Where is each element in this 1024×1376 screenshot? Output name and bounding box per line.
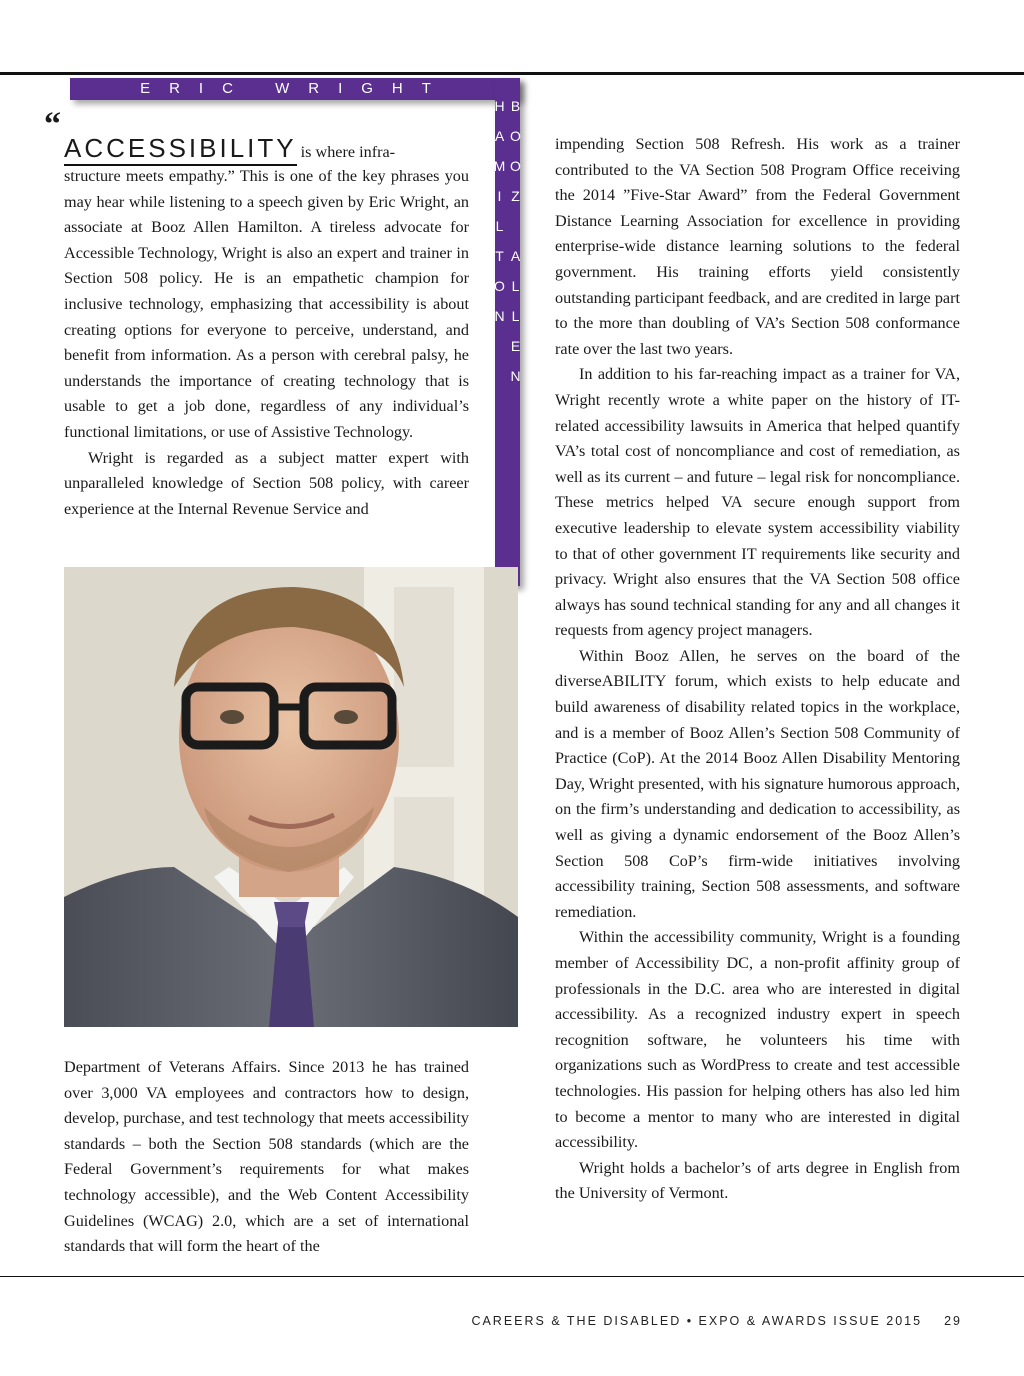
article-column-left-top <box>64 132 469 522</box>
paragraph-education: Wright holds a bachelor’s of arts degree in English from the University of Vermont. <box>555 1158 960 1203</box>
paragraph-expertise: Wright is regarded as a subject matter expert with unparalleled knowledge of Section 508 policy, with career experience at the Internal Revenue Service and <box>64 448 469 518</box>
article-column-right <box>555 132 960 1207</box>
open-quote: “ <box>44 106 61 143</box>
name-banner: ERIC WRIGHT <box>70 78 520 100</box>
top-rule <box>0 72 1024 75</box>
page-number: 29 <box>944 1314 962 1328</box>
lead-line <box>64 132 469 164</box>
portrait-photo <box>64 567 518 1027</box>
portrait-illustration <box>64 567 518 1027</box>
lead-word: ACCESSIBILITY <box>64 133 297 166</box>
publication-title: CAREERS & THE DISABLED • EXPO & AWARDS ISSUE 2015 <box>471 1314 923 1328</box>
page-footer <box>0 1314 962 1328</box>
paragraph-section-508-refresh: impending Section 508 Refresh. His work as a trainer contributed to the VA Section 508 Program Office receiving the 2014 ”Five-Star Award” from the Federal Government Distance Learning Association for excellence in providing enterprise-wide distance learning solutions to the federal government. His training efforts yield consistently outstanding participant feedback, and are credited in large part to the more than doubling of VA’s Section 508 conformance rate over the last two years. <box>555 135 960 358</box>
paragraph-booz-allen: Within Booz Allen, he serves on the board of the diverseABILITY forum, which exists to help educate and build awareness of disability related topics in the workplace, and is a member of Booz Allen’s Section 508 Community of Practice (CoP). At the 2014 Booz Allen Disability Mentoring Day, Wright presented, with his signature humorous approach, on the firm’s understanding and dedication to accessibility, as well as giving a dynamic endorsement of the Booz Allen’s Section 508 CoP’s firm-wide initiatives involving accessibility training, Section 508 assessments, and software remediation. <box>555 646 960 921</box>
bottom-rule <box>0 1276 1024 1277</box>
paragraph-community: Within the accessibility community, Wright is a founding member of Accessibility DC, a non-profit affinity group of professionals in the D.C. area who are interested in digital accessibility. As a recognized industry expert in speech recognition software, he volunteers his time with organizations such as WordPress to create and test accessible technologies. His passion for helping others has also led him to become a mentor to many who are interested in digital accessibility. <box>555 928 960 1152</box>
paragraph-va-training: Department of Veterans Affairs. Since 2013 he has trained over 3,000 VA employees and contractors how to design, develop, purchase, and test technology that meets accessibility standards – both the Section 508 standards (which are the Federal Government’s requirements for what makes technology accessible), and the Web Content Accessibility Guidelines (WCAG) 2.0, which are a set of international standards that will form the heart of the <box>64 1058 470 1256</box>
article-column-left-bottom <box>64 1055 469 1260</box>
paragraph-white-paper: In addition to his far-reaching impact as a trainer for VA, Wright recently wrote a white paper on the history of IT-related accessibility lawsuits in America that helped quantify VA’s total cost of noncompliance and cost of remediation, as well as its current – and future – legal risk for noncompliance. These metrics helped VA secure enough support from executive leadership to elevate system accessibility viability to that of other government IT requirements like security and privacy. Wright also ensures that the VA Section 508 office always has sound technical standing for any and all changes it requests from agency project managers. <box>555 365 960 640</box>
paragraph-intro: structure meets empathy.” This is one of the key phrases you may hear while listening to a speech given by Eric Wright, an associate at Booz Allen Hamilton. A tireless advocate for Accessible Technology, Wright is also an expert and trainer in Section 508 policy. He is an empathetic champion for inclusive technology, emphasizing that accessibility is about creating options for everyone to perceive, understand, and benefit from information. As a person with cerebral palsy, he understands the importance of creating technology that is usable to get a job done, regardless of any individual’s functional limitations, or use of Assistive Technology. <box>64 167 469 441</box>
lead-rest: is where infra- <box>296 143 396 161</box>
company-banner: BOOZ ALLEN HAMILTON <box>495 78 520 586</box>
